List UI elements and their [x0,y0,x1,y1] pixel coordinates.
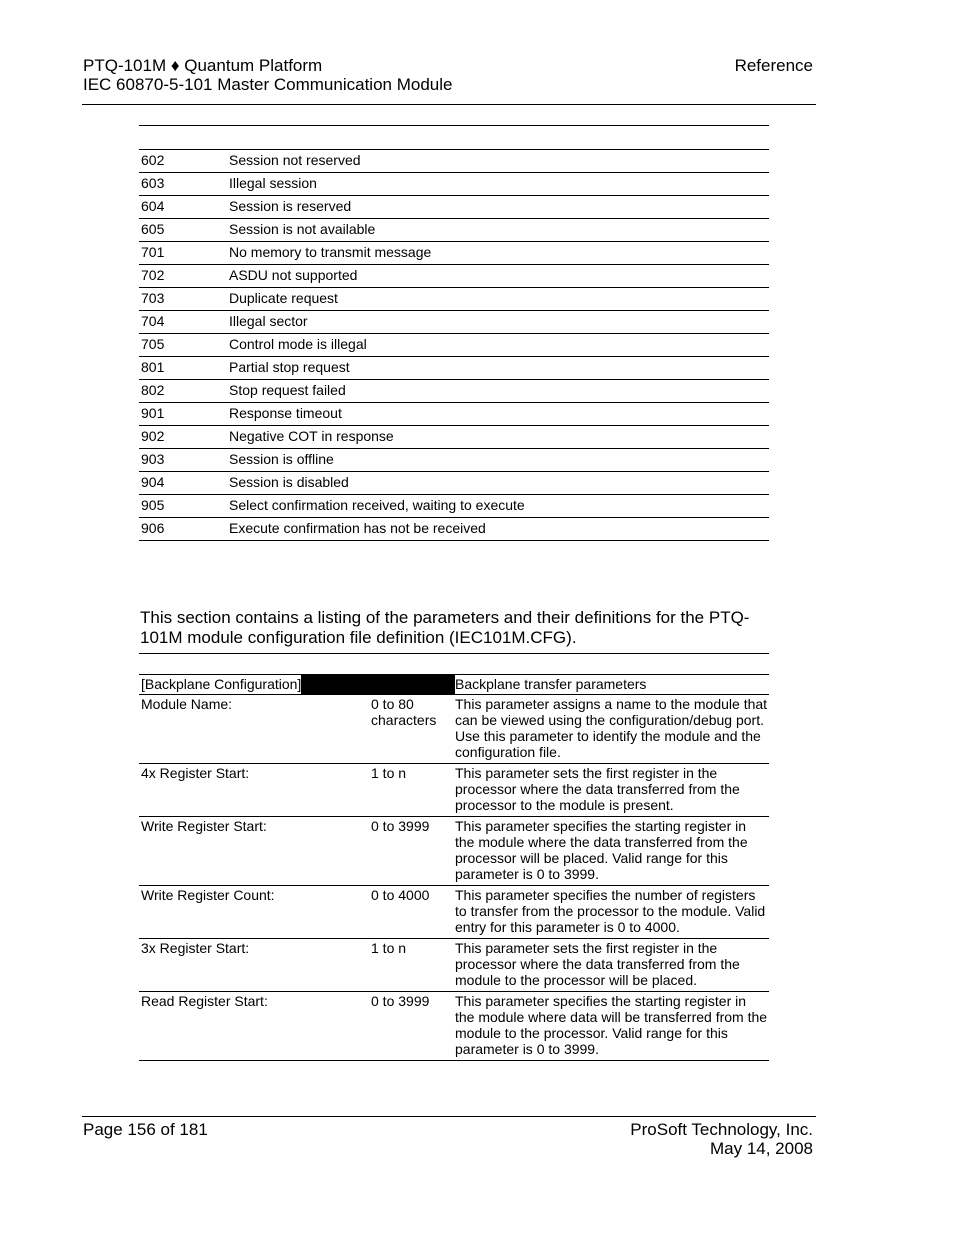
table-row [139,472,769,495]
table-row [139,357,769,380]
parameter-name: Write Register Count: [141,887,275,903]
header-product-line: PTQ-101M ♦ Quantum Platform [83,56,323,75]
table-row [139,764,769,817]
table-row [139,939,769,992]
parameter-description [455,887,771,935]
parameter-description [455,940,771,988]
parameter-description-line: This parameter sets the first register in the [455,765,718,781]
header-module-line: IEC 60870-5-101 Master Communication Module [83,75,453,94]
error-description: Session is offline [229,451,334,467]
error-code: 604 [141,198,165,214]
parameter-description-line: processor where the data transferred from the [455,781,740,797]
error-code: 605 [141,221,165,237]
parameter-description-line: the module where the data transferred from the [455,834,748,850]
error-description: No memory to transmit message [229,244,432,260]
table-row [139,196,769,219]
error-description: Session is not available [229,221,376,237]
table-row [139,173,769,196]
footer-company: ProSoft Technology, Inc. [630,1120,813,1139]
error-code: 705 [141,336,165,352]
parameter-description-line: entry for this parameter is 0 to 4000. [455,919,680,935]
parameter-range-line: 0 to 80 [371,696,414,712]
error-code: 603 [141,175,165,191]
error-description: Negative COT in response [229,428,394,444]
parameter-description-line: can be viewed using the configuration/debug port. [455,712,764,728]
parameter-range-line: 1 to n [371,940,407,956]
table-row [139,695,769,764]
parameters-section-row [139,675,769,695]
parameter-range [371,993,451,1009]
error-description: Partial stop request [229,359,350,375]
table-row [139,886,769,939]
footer-info [630,1120,813,1158]
error-code: 905 [141,497,165,513]
error-code: 906 [141,520,165,536]
parameter-range [371,940,451,956]
parameter-name: Read Register Start: [141,993,268,1009]
table-row [139,380,769,403]
table-row [139,817,769,886]
parameter-range-line: 0 to 3999 [371,818,430,834]
error-code: 701 [141,244,165,260]
header-section: Reference [734,56,813,75]
parameter-description-line: module to the processor. Valid range for this [455,1025,728,1041]
error-code: 801 [141,359,165,375]
error-code: 704 [141,313,165,329]
section-black-bar [301,675,455,694]
error-description: Stop request failed [229,382,346,398]
intro-divider [139,653,769,654]
error-codes-table [139,125,769,541]
error-description: Control mode is illegal [229,336,367,352]
error-description: ASDU not supported [229,267,358,283]
error-code: 602 [141,152,165,168]
parameters-table [139,674,769,1061]
error-description: Session is reserved [229,198,352,214]
parameter-description [455,696,771,760]
parameter-range-line: 0 to 3999 [371,993,430,1009]
table-row [139,449,769,472]
error-description: Execute confirmation has not be received [229,520,486,536]
parameter-range [371,887,451,903]
parameter-range-line: 1 to n [371,765,407,781]
error-code: 902 [141,428,165,444]
error-description: Response timeout [229,405,342,421]
parameter-range [371,696,451,728]
parameter-name: Module Name: [141,696,233,712]
header-divider [82,104,816,105]
table-row [139,242,769,265]
parameter-range-line: characters [371,712,437,728]
error-code: 702 [141,267,165,283]
parameter-range [371,818,451,834]
error-code: 903 [141,451,165,467]
table-row [139,311,769,334]
table-row [139,150,769,173]
parameter-description-line: parameter is 0 to 3999. [455,866,599,882]
footer-page-number: Page 156 of 181 [83,1120,208,1139]
error-code: 802 [141,382,165,398]
table-row [139,265,769,288]
page-header-title [83,56,452,94]
table-row [139,518,769,541]
parameter-description [455,818,771,882]
intro-paragraph [140,608,770,648]
parameter-range-line: 0 to 4000 [371,887,430,903]
error-codes-table-header [139,126,769,150]
parameter-description-line: This parameter specifies the starting register in [455,818,747,834]
error-description: Duplicate request [229,290,338,306]
section-description: Backplane transfer parameters [455,676,647,692]
error-code: 703 [141,290,165,306]
parameter-description-line: This parameter specifies the starting register in [455,993,747,1009]
table-row [139,426,769,449]
parameter-description-line: parameter is 0 to 3999. [455,1041,599,1057]
parameter-description-line: processor will be placed. Valid range for this [455,850,728,866]
table-row [139,334,769,357]
error-code: 901 [141,405,165,421]
section-name: [Backplane Configuration] [141,676,302,692]
parameter-description-line: Use this parameter to identify the module and the [455,728,761,744]
error-description: Session not reserved [229,152,361,168]
parameter-description-line: processor where the data transferred from the [455,956,740,972]
error-code: 904 [141,474,165,490]
table-row [139,403,769,426]
table-row [139,992,769,1061]
parameter-range [371,765,451,781]
footer-divider [82,1116,816,1117]
error-description: Select confirmation received, waiting to execute [229,497,525,513]
table-row [139,219,769,242]
parameter-name: 4x Register Start: [141,765,250,781]
parameter-name: Write Register Start: [141,818,267,834]
parameter-description-line: This parameter sets the first register in the [455,940,718,956]
error-description: Illegal session [229,175,317,191]
footer-date: May 14, 2008 [709,1139,813,1158]
parameter-description-line: processor to the module is present. [455,797,674,813]
error-description: Illegal sector [229,313,308,329]
parameter-description-line: This parameter specifies the number of registers [455,887,756,903]
parameter-description-line: the module where data will be transferred from the [455,1009,768,1025]
error-description: Session is disabled [229,474,349,490]
parameter-description-line: This parameter assigns a name to the module that [455,696,768,712]
parameter-name: 3x Register Start: [141,940,250,956]
parameter-description-line: module to the processor will be placed. [455,972,698,988]
intro-line-2: 101M module configuration file definition (IEC101M.CFG). [140,628,577,647]
intro-line-1: This section contains a listing of the parameters and their definitions for the PTQ- [140,608,750,627]
parameter-description-line: to transfer from the processor to the module. Valid [455,903,766,919]
table-row [139,495,769,518]
table-row [139,288,769,311]
parameter-description [455,765,771,813]
parameter-description-line: configuration file. [455,744,561,760]
parameter-description [455,993,771,1057]
